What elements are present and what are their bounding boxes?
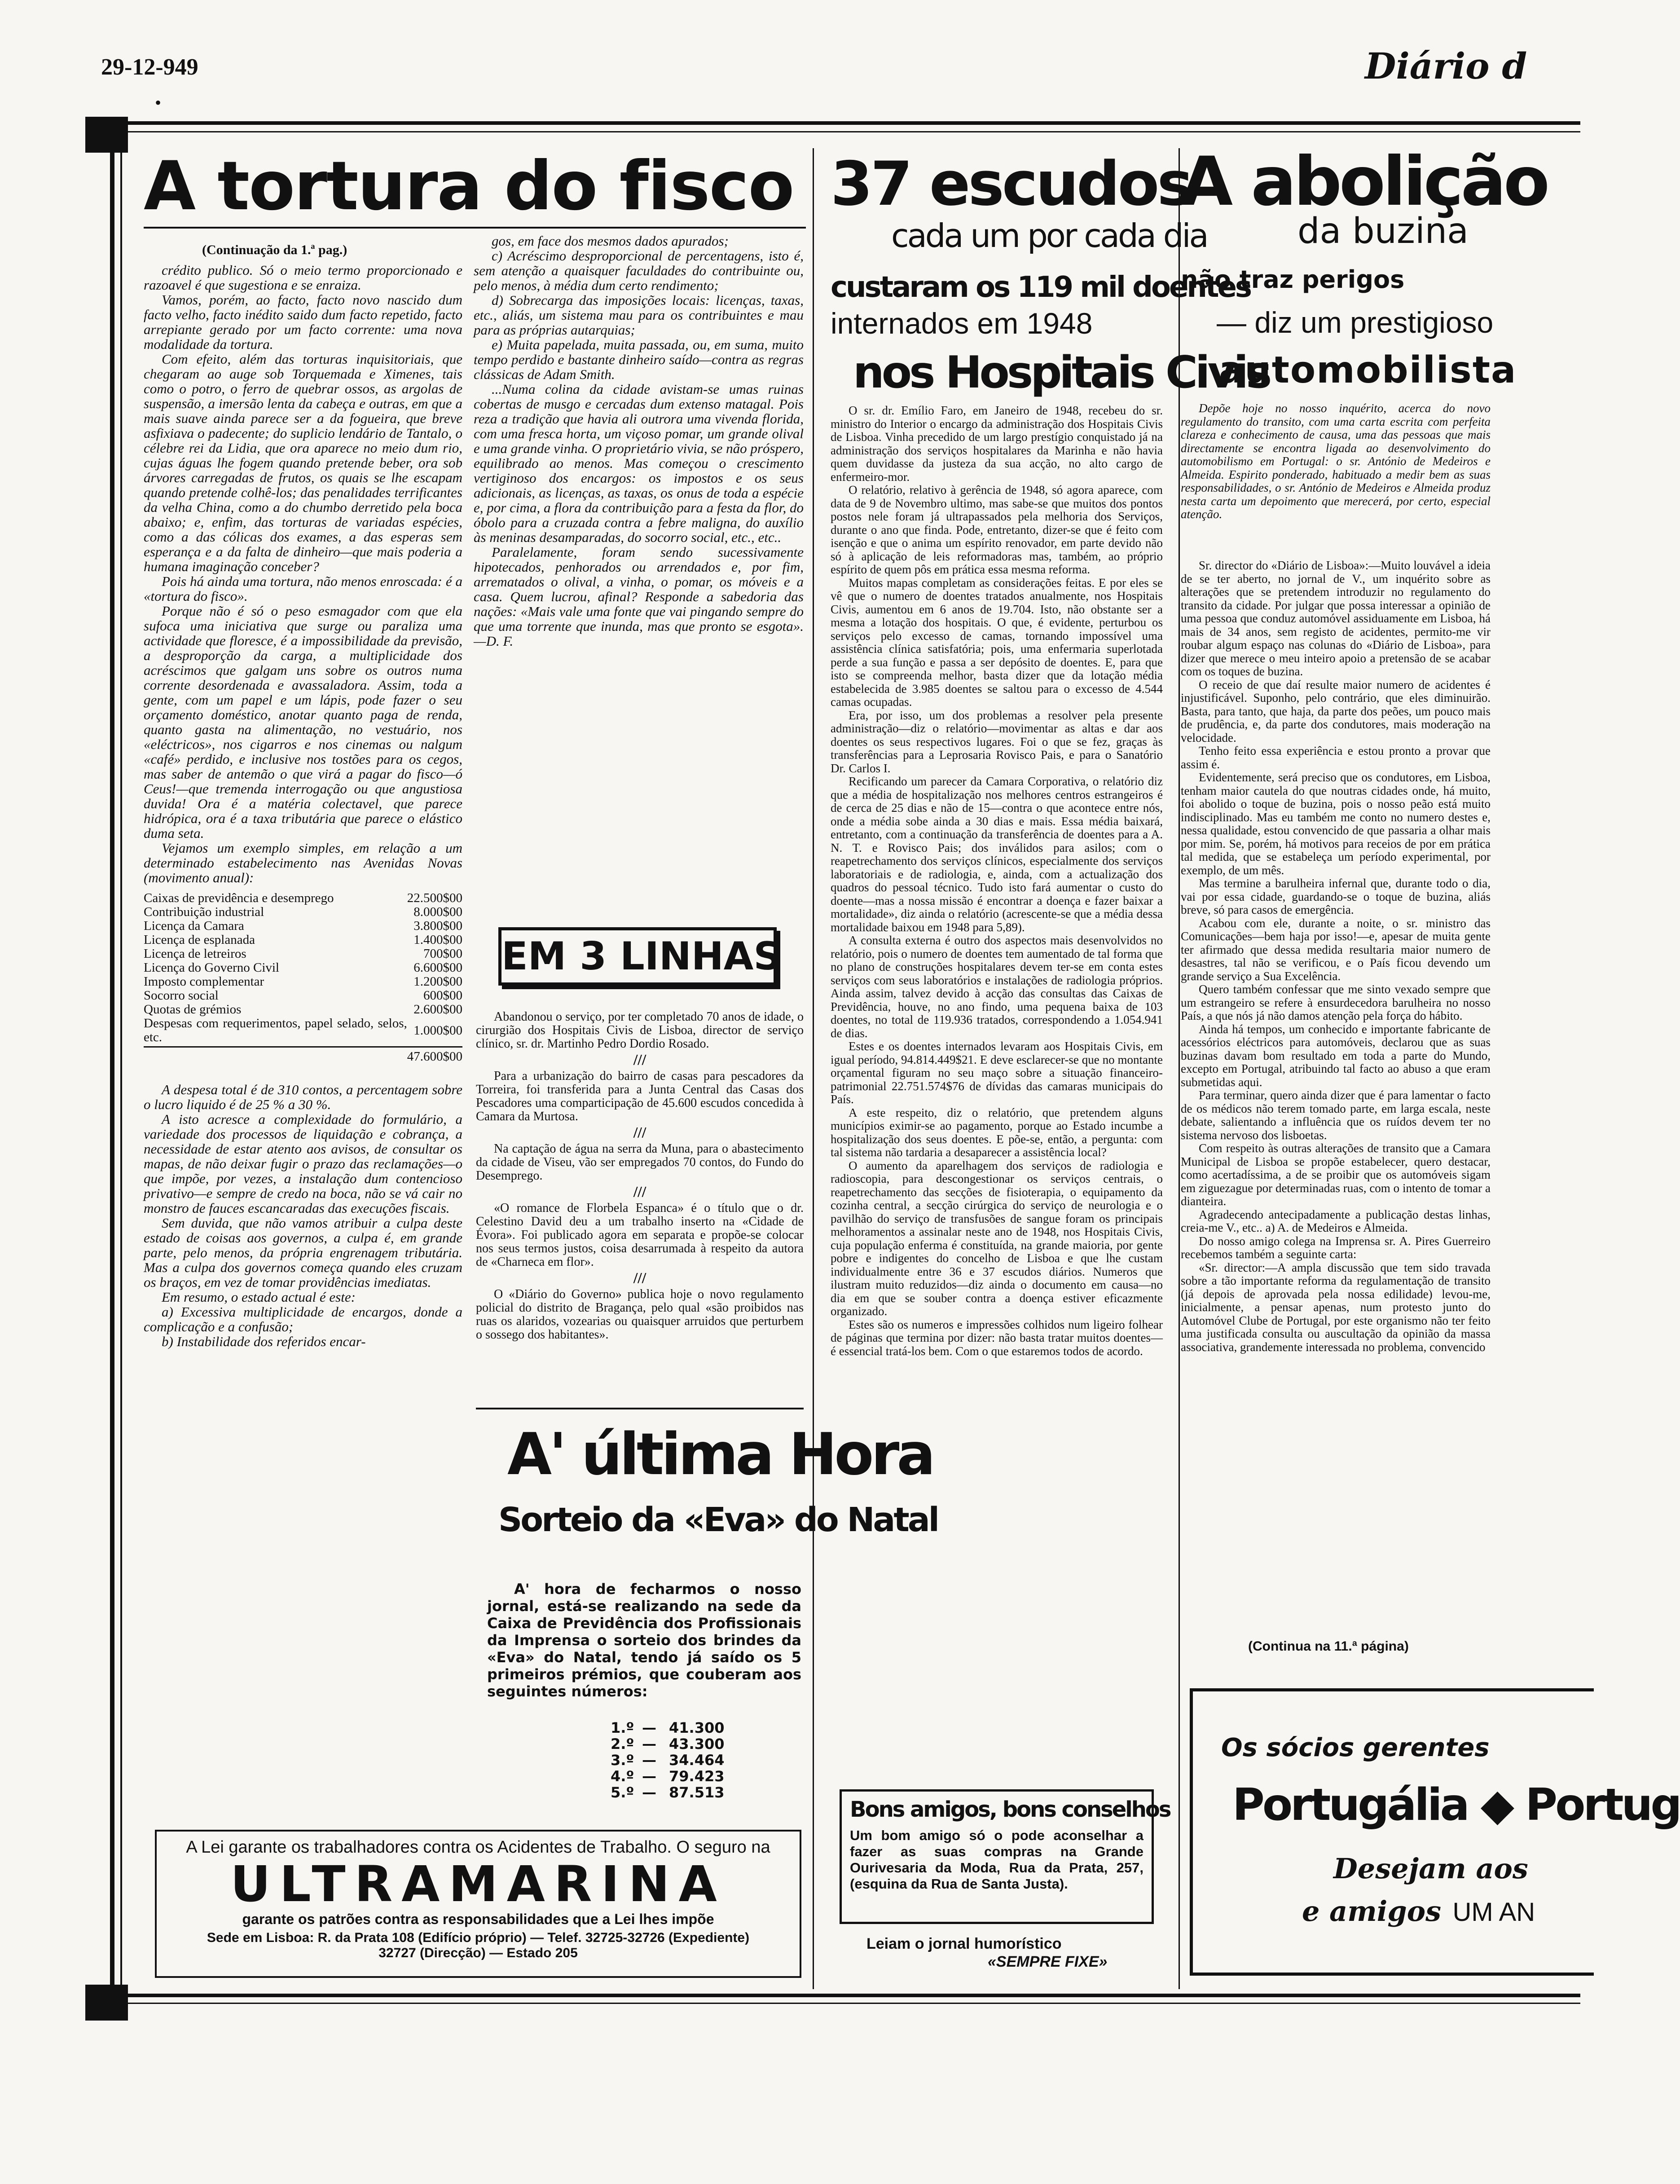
- ultramarina-line2: garante os patrões contra as responsabilidades que a Lei lhes impõe: [242, 1911, 714, 1927]
- prize-number: 34.464: [669, 1752, 725, 1769]
- buzina-paragraph: Mas termine a barulheira infernal que, durante todo o dia, vai por essa cidade, guardando-se o toque de buzina, aliás breve, só para casos de emergência.: [1181, 876, 1491, 916]
- ledger-value: 1.200$00: [413, 974, 462, 989]
- top-left-block: [85, 117, 128, 153]
- ultramarina-brand: ULTRAMARINA: [230, 1855, 726, 1913]
- bottom-rule: [128, 1994, 1580, 1997]
- prize-number: 43.300: [669, 1735, 725, 1752]
- em3linhas-separator: ///: [633, 1052, 646, 1068]
- ledger-row: [144, 961, 462, 975]
- tortura-paragraph: Paralelamente, foram sendo sucessivamente hipotecados, penhorados ou arrendados e, por fim, arrematados o olival, a vinha, o pomar, os móveis e a casa. Quem lucrou, afinal? Responde a sabedoria das nações: «Mais vale uma fonte que vai pingando sempre do que uma torrente que inunda, mas que pronto se esgota».—D. F.: [474, 544, 804, 649]
- prize-position: 3.º: [611, 1752, 634, 1769]
- ledger-value: 1.400$00: [413, 933, 462, 947]
- ultramarina-line3: Sede em Lisboa: R. da Prata 108 (Edifício próprio) — Telef. 32725-32726 (Expediente): [207, 1930, 750, 1945]
- tortura-paragraph: a) Excessiva multiplicidade de encargos, donde a complicação e a confusão;: [144, 1304, 462, 1334]
- socios-line3: [1302, 1895, 1535, 1928]
- prize-number: 41.300: [669, 1719, 725, 1736]
- em3linhas-title: EM 3 LINHAS: [501, 934, 782, 979]
- tortura-paragraph: A isto acresce a complexidade do formulário, a variedade dos processos de liquidação e cobrança, a necessidade de estar atento aos avisos, de consultar os mapas, de não deixar fugir o prazo das reclamações—o que impõe, por vezes, a instalação dum contencioso privativo—e sempre de credo na boca, não se vá cair no monstro de fauces escancaradas das execuções fiscais.: [144, 1111, 462, 1216]
- tortura-paragraph: b) Instabilidade dos referidos encar-: [162, 1334, 366, 1349]
- buzina-paragraph: Sr. director do «Diário de Lisboa»:—Muito louvável a ideia de se ter aberto, no jornal de V., um inquérito sobre as alterações que se pretendem introduzir no regulamento do transito da cidade. Por julgar que possa interessar a opinião de uma pessoa que conduz automóvel assiduamente em Lisboa, há mais de 34 anos, sem registo de acidentes, permito-me vir roubar algum espaço nas colunas do «Diário de Lisboa», para dizer que merece o meu inteiro apoio a pretensão de se acabar com os toques de buzina.: [1181, 559, 1491, 678]
- ledger-value: 700$00: [423, 947, 462, 961]
- tortura-paragraph: crédito publico. Só o meio termo proporcionado e razoavel é que sugestiona e se enraiza.: [144, 262, 462, 293]
- escudos-title-5: nos Hospitais Civis: [853, 347, 1270, 398]
- buzina-title-3: não traz perigos: [1181, 265, 1405, 294]
- ultima-hora-text: A' hora de fecharmos o nosso jornal, está-se realizando na sede da Caixa de Previdência dos Profissionais da Imprensa o sorteio dos brindes da «Eva» do Natal, tendo já saído os 5 primeiros prémios, que couberam aos seguintes números:: [487, 1581, 801, 1700]
- escudos-title-3: custaram os 119 mil doentes: [831, 271, 1250, 304]
- em3linhas-item: O «Diário do Governo» publica hoje o novo regulamento policial do distrito de Bragança, pelo qual «são proibidos nas ruas os alaridos, vozearias ou quaisquer arruidos que perturbem o sossego dos habitantes».: [476, 1287, 804, 1342]
- prize-row: [611, 1736, 754, 1752]
- buzina-paragraph: O receio de que daí resulte maior numero de acidentes é injustificável. Suponho, pelo contrário, que eles diminuirão. Basta, para tanto, que haja, da parte dos peões, um pouco mais de prudência, e, da parte dos condutores, mais moderação na velocidade.: [1181, 678, 1491, 744]
- ledger-row: [144, 891, 462, 905]
- ledger-total: 47.600$00: [144, 1046, 462, 1064]
- tortura-paragraph: Pois há ainda uma tortura, não menos enroscada: é a «tortura do fisco».: [144, 573, 462, 604]
- ledger-row: [144, 919, 462, 933]
- tortura-paragraph: Vejamos um exemplo simples, em relação a um determinado estabelecimento nas Avenidas Novas (movimento anual):: [144, 840, 462, 885]
- left-margin-rule: [110, 153, 114, 1994]
- column-rule: [813, 148, 814, 1989]
- tortura-paragraph: e) Muita papelada, muita passada, ou, em suma, muito tempo perdido e bastante dinheiro saído—contra as regras clássicas de Adam Smith.: [474, 337, 804, 382]
- escudos-paragraph: Recificando um parecer da Camara Corporativa, o relatório diz que a média de hospitalização nos melhores centros estrangeiros é de cerca de 25 dias e não de 15—contra o que acontece entre nós, onde a média sobe ainda a 30 dias e mais. Essa média baixará, entretanto, com a continuação da transferência de doentes para a A. N. T. e Rovisco Pais; dos inválidos para asilos; com o reapetrechamento dos serviços clínicos, especialmente dos serviços laboratoriais e de radiologia, e, ainda, com a actualização dos quadros do pessoal técnico. Tudo isto fará aumentar o custo do doente—mas a nossa missão é encontrar a doença e fazer baixar a mortalidade», diz ainda o relatório (acrescente-se que a média dessa mortalidade baixou em 1948 para 5,89).: [831, 775, 1163, 934]
- ledger-table: [144, 891, 462, 1044]
- tortura-paragraph: A despesa total é de 310 contos, a percentagem sobre o lucro liquido é de 25 % a 30 %.: [144, 1082, 462, 1112]
- buzina-title-4: — diz um prestigioso: [1217, 306, 1494, 339]
- tortura-headline: A tortura do fisco: [144, 147, 794, 225]
- prize-position: 2.º: [611, 1735, 634, 1752]
- socios-brand: Portugália ◆ Portug: [1232, 1779, 1680, 1831]
- ultima-hora-rule: [476, 1408, 804, 1409]
- masthead: Diário d: [1365, 45, 1527, 87]
- socios-box: [1190, 1688, 1594, 1976]
- escudos-title-2: cada um por cada dia: [891, 217, 1207, 255]
- ledger-label: Caixas de previdência e desemprego: [144, 891, 334, 905]
- buzina-body: [1181, 559, 1491, 1641]
- buzina-paragraph: Acabou com ele, durante a noite, o sr. ministro das Comunicações—bem haja por isso!—e, apesar de muita gente ter afirmado que dessa medida resultaria maior numero de desastres, tal não se verificou, e o País ficou devendo um grande serviço a Sua Excelência.: [1181, 916, 1491, 983]
- bons-amigos-box: [840, 1789, 1170, 1924]
- tortura-paragraph: ...Numa colina da cidade avistam-se umas ruinas cobertas de musgo e cercadas dum extenso matagal. Pois reza a tradição que havia ali outrora uma vivenda florida, com uma fresca horta, um viçoso pomar, um grande olival e uma grande vinha. O proprietário vivia, se não próspero, equilibrado ao menos. Mas começou o crescimento vertiginoso dos encargos: os impostos e os seus adicionais, as licenças, as taxas, os onus de toda a espécie e, por cima, a flora da contribuição para a festa da flor, do óbolo para a cruzada contra a febre maligna, do auxílio às meninas desamparadas, do socorro social, etc., etc..: [474, 381, 804, 545]
- ledger-label: Licença do Governo Civil: [144, 960, 279, 975]
- prize-dash: —: [642, 1768, 656, 1785]
- buzina-paragraph: Ainda há tempos, um conhecido e importante fabricante de acessórios eléctricos para automóveis, declarou que as suas buzinas davam bom resultado em toda a parte do Mundo, excepto em Portugal, atribuindo tal facto ao abuso a que eram submetidas aqui.: [1181, 1022, 1491, 1089]
- tortura-paragraph: c) Acréscimo desproporcional de percentagens, isto é, sem atenção a quaisquer faculdades do contribuinte ou, pelo menos, à média dum certo rendimento;: [474, 248, 804, 293]
- top-rule-thin: [128, 131, 1580, 132]
- ultramarina-line4: 32727 (Direcção) — Estado 205: [378, 1946, 578, 1960]
- escudos-paragraph: Muitos mapas completam as considerações feitas. E por eles se vê que o numero de doentes tratados anualmente, nos Hospitais Civis, aumentou em 6 anos de 19.704. Isto, não obstante ser a mesma a lotação dos hospitais. O que, é evidente, perturbou os serviços pelo excesso de camas, tornando impossível uma assistência clínica satisfatória; pois, uma enfermaria superlotada perde a sua função e passa a ser depósito de doentes. E, para que isto se compreenda melhor, basta dizer que da lotação média estabelecida de 3.985 doentes se saltou para o excesso de 4.544 camas ocupadas.: [831, 576, 1163, 709]
- tortura-paragraph: Sem duvida, que não vamos atribuir a culpa deste estado de coisas aos governos, a culpa é, em grande parte, pelo menos, da própria engrenagem tributária. Mas a culpa dos governos começa quando eles cruzam os braços, em vez de tomar providências imediatas.: [144, 1215, 462, 1290]
- tortura-paragraph: Em resumo, o estado actual é este:: [162, 1289, 356, 1305]
- prize-number: 79.423: [669, 1768, 725, 1785]
- tortura-paragraph: Vamos, porém, ao facto, facto novo nascido dum facto velho, facto inédito saido dum facto repetido, facto arrepiante gerado por um facto corrente: uma nova modalidade da tortura.: [144, 292, 462, 352]
- buzina-intro: Depõe hoje no nosso inquérito, acerca do novo regulamento do transito, com uma carta escrita com perfeita clareza e conhecimento de causa, uma das pessoas que mais directamente se encontra ligada ao desenvolvimento do automobilismo em Portugal: o sr. António de Medeiros e Almeida. Espirito ponderado, habituado a medir bem as suas responsabilidades, o sr. António de Medeiros e Almeida produz nesta carta um depoimento que merecerá, por certo, especial atenção.: [1181, 401, 1491, 521]
- prize-dash: —: [642, 1719, 656, 1736]
- buzina-paragraph: Agradecendo antecipadamente a publicação destas linhas, creia-me V., etc.. a) A. de Medeiros e Almeida.: [1181, 1207, 1491, 1234]
- socios-line1: Os sócios gerentes: [1221, 1733, 1490, 1762]
- ledger-row: [144, 1003, 462, 1017]
- escudos-paragraph: A este respeito, diz o relatório, que pretendem alguns municípios eximir-se ao pagamento, porque ao Estado incumbe a hospitalização dos seus doentes. E põe-se, então, a pergunta: com tal sistema não tardaria a desaparecer a assistência local?: [831, 1105, 1163, 1159]
- tortura-continuation: (Continuação da 1.ª pag.): [202, 242, 347, 257]
- ledger-value: 6.600$00: [413, 960, 462, 975]
- prize-dash: —: [642, 1752, 656, 1769]
- prize-row: [611, 1752, 754, 1768]
- em3linhas-separator: ///: [633, 1184, 646, 1200]
- escudos-title-4: internados em 1948: [831, 307, 1093, 340]
- tortura-paragraph: gos, em face dos mesmos dados apurados;: [492, 233, 729, 249]
- ledger-value: 3.800$00: [413, 919, 462, 933]
- buzina-title-2: da buzina: [1297, 211, 1469, 251]
- prize-dash: —: [642, 1784, 656, 1801]
- prize-position: 5.º: [611, 1784, 634, 1801]
- em3linhas-item: «O romance de Florbela Espanca» é o título que o dr. Celestino David deu a um trabalho inserto na «Cidade de Évora». Foi publicado agora em separata e propõe-se colocar nos seus termos justos, coisa desarrumada à respeito da autora de «Charneca em flor».: [476, 1201, 804, 1269]
- ledger-label: Quotas de grémios: [144, 1002, 242, 1017]
- ledger-value: 8.000$00: [413, 905, 462, 919]
- ledger-label: Socorro social: [144, 988, 219, 1003]
- escudos-paragraph: Era, por isso, um dos problemas a resolver pela presente administração—diz o relatório—movimentar as altas e dar aos doentes os seus respectivos lugares. Foi o que se fez, graças às transferências para a Leprosaria Rovisco Pais, e para o Sanatório Dr. Carlos I.: [831, 708, 1163, 775]
- left-margin-rule-thin: [120, 153, 122, 1994]
- socios-line3-caps: UM AN: [1452, 1898, 1535, 1927]
- bottom-left-block: [85, 1985, 128, 2021]
- buzina-paragraph: Quero também confessar que me sinto vexado sempre que um estrangeiro se refere à ensurdecedora barulheira no nosso País, a que nós já não damos atenção pela força do hábito.: [1181, 982, 1491, 1022]
- escudos-paragraph: O sr. dr. Emílio Faro, em Janeiro de 1948, recebeu do sr. ministro do Interior o encargo da administração dos Hospitais Civis de Lisboa. Vinha precedido de um largo prestígio conquistado já na administração dos serviços hospitalares da Marinha e não havia quem duvidasse da justeza da sua acção, no alto cargo de enfermeiro-mor.: [831, 404, 1163, 484]
- prize-position: 4.º: [611, 1768, 634, 1785]
- ultramarina-ad: [155, 1830, 801, 1978]
- ledger-label: Despesas com requerimentos, papel selado, selos, etc.: [144, 1016, 407, 1044]
- socios-line3-italic: e amigos: [1302, 1895, 1441, 1928]
- tortura-column-1: [144, 263, 462, 1807]
- buzina-paragraph: Tenho feito essa experiência e estou pronto a provar que assim é.: [1181, 744, 1491, 771]
- buzina-paragraph: Evidentemente, será preciso que os condutores, em Lisboa, tenham maior cautela do que noutras cidades onde, há muito, foi abolido o toque de buzina, pois o nosso peão está muito indisciplinado. Mas eu também me conto no numero destes e, nessa qualidade, estou convencido de que passaria a olhar mais por mim. Se, porém, há motivos para receios de por em prática tal medida, que se estabeleça um período experimental, por exemplo, de um mês.: [1181, 771, 1491, 877]
- top-rule: [128, 121, 1580, 125]
- tortura-paragraph: d) Sobrecarga das imposições locais: licenças, taxas, etc., aliás, um sistema mau para os contribuintes e mau para as próprias autarquias;: [474, 292, 804, 338]
- buzina-paragraph: «Sr. director:—A ampla discussão que tem sido travada sobre a tão importante reforma da regulamentação de transito (já depois de aprovada pela nossa edilidade) levou-me, inicialmente, a pensar apenas, num protesto junto do Automóvel Clube de Portugal, por este organismo não ter feito uma justificada consulta ou auscultação da opinião da massa associativa, grandemente interessada no problema, convencido: [1181, 1260, 1491, 1354]
- ledger-label: Imposto complementar: [144, 974, 264, 989]
- ultramarina-line1: A Lei garante os trabalhadores contra os Acidentes de Trabalho. O seguro na: [186, 1838, 770, 1857]
- ledger-value: 1.000$00: [413, 1023, 462, 1038]
- em3linhas-item: Na captação de água na serra da Muna, para o abastecimento da cidade de Viseu, vão ser empregados 70 contos, do Fundo do Desemprego.: [476, 1142, 804, 1183]
- socios-line2: Desejam aos: [1333, 1852, 1528, 1885]
- ledger-row: [144, 905, 462, 919]
- ledger-label: Licença de letreiros: [144, 947, 246, 961]
- escudos-body: [831, 404, 1163, 1643]
- ledger-label: Licença da Camara: [144, 919, 244, 933]
- prize-row: [611, 1784, 754, 1801]
- tortura-column-2: [474, 233, 804, 898]
- bons-amigos-title: Bons amigos, bons conselhos: [850, 1797, 1170, 1822]
- ledger-row: [144, 989, 462, 1003]
- ledger-value: 22.500$00: [407, 891, 462, 905]
- escudos-title-1: 37 escudos: [831, 149, 1191, 219]
- ledger-value: 2.600$00: [413, 1002, 462, 1017]
- tortura-paragraph: Com efeito, além das torturas inquisitoriais, que chegaram ao auge sob Torquemada e Ximenes, tais como o potro, o ferro de quebrar ossos, as argolas de suspensão, a imersão lenta da cabeça e outras, em que a mais suave ainda parece ser a da fogueira, que breve asfixiava o padecente; do suplicio lendário de Tantalo, o célebre rei da Lidia, que ora aparece no meio dum rio, cujas águas lhe fogem quando pretende beber, ora sob árvores carregadas de frutos, os quais se lhe escapam quando pretende colhê-los; das penalidades terrificantes da velha China, como a do chumbo derretido pela boca abaixo; e, enfim, das torturas de variadas espécies, como a das cólicas dos exames, a das esperas sem esperança e a da falta de dinheiro—que mais poderia a humana imaginação conceber?: [144, 351, 462, 574]
- sempre-fixe-line2: «SEMPRE FIXE»: [988, 1953, 1108, 1970]
- em3linhas-item: Abandonou o serviço, por ter completado 70 anos de idade, o cirurgião dos Hospitais Civis de Lisboa, director de serviço clínico, sr. dr. Martinho Pedro Dordio Rosado.: [476, 1010, 804, 1051]
- bottom-rule-thin: [128, 2003, 1580, 2004]
- em3linhas-items: [476, 1010, 804, 1459]
- column-rule: [1179, 148, 1180, 1989]
- prize-row: [611, 1768, 754, 1784]
- em3linhas-item: Para a urbanização do bairro de casas para pescadores da Torreira, foi transferida para a Junta Central das Casas dos Pescadores uma comparticipação de 45.600 escudos concedida à Camara da Murtosa.: [476, 1069, 804, 1123]
- buzina-paragraph: Para terminar, quero ainda dizer que é para lamentar o facto de os médicos não terem tomado parte, em larga escala, neste debate, salientando a influência que os ruídos devem ter no sistema nervoso dos lisboetas.: [1181, 1088, 1491, 1142]
- em3linhas-separator: ///: [633, 1270, 646, 1286]
- prize-position: 1.º: [611, 1719, 634, 1736]
- ledger-row: [144, 975, 462, 989]
- buzina-paragraph: Com respeito às outras alterações de transito que a Camara Municipal de Lisboa se propõe estabelecer, quero destacar, como acertadíssima, a de se proibir que os automóveis sigam em ziguezague por determinadas ruas, com o intento de tomar a dianteira.: [1181, 1141, 1491, 1208]
- ultima-hora-subtitle: Sorteio da «Eva» do Natal: [498, 1501, 938, 1539]
- bons-amigos-text: Um bom amigo só o pode aconselhar a fazer as suas compras na Grande Ourivesaria da Moda, Rua da Prata, 257, (esquina da Rua de Santa Justa).: [850, 1827, 1143, 1892]
- ledger-label: Contribuição industrial: [144, 905, 264, 919]
- header-ornament: •: [155, 92, 162, 113]
- ledger-row: [144, 1017, 462, 1044]
- buzina-title-1: A abolição: [1181, 143, 1547, 221]
- ledger-row: [144, 947, 462, 961]
- em3linhas-separator: ///: [633, 1124, 646, 1141]
- tortura-headline-underline: [144, 227, 806, 229]
- buzina-paragraph: Do nosso amigo colega na Imprensa sr. A. Pires Guerreiro recebemos também a seguinte carta:: [1181, 1234, 1491, 1261]
- ledger-value: 600$00: [423, 988, 462, 1003]
- escudos-paragraph: O relatório, relativo à gerência de 1948, só agora aparece, com data de 9 de Novembro ultimo, mas sabe-se que muitos dos pontos postos nele foram já ultrapassados pela melhoria dos Serviços, durante o ano que finda. Pode, entretanto, dizer-se que é feito com isenção e que o anima um espírito renovador, em parte devido não só à aplicação de leis reformadoras mas, também, ao próprio espírito de quem pôs em prática essa mesma reforma.: [831, 483, 1163, 576]
- prize-number: 87.513: [669, 1784, 725, 1801]
- escudos-paragraph: O aumento da aparelhagem dos serviços de radiologia e radioscopia, para descongestionar os serviços centrais, o reapetrechamento das secções de fisioterapia, o equipamento da cozinha central, a secção cirúrgica do serviço de neurologia e o pavilhão do serviço de transfusões de sangue foram os principais melhoramentos a assinalar neste ano de 1948, nos Hospitais Civis, cuja população enferma é constituída, na grande maioria, por gente pobre e indigentes do concelho de Lisboa e que lhe custam individualmente entre 36 e 37 escudos diários. Numeros que ilustram muito reduzidos—diz ainda o documento em causa—no dia em que se souber contra a doença estiver eficazmente organizado.: [831, 1158, 1163, 1318]
- page-date: 29-12-949: [101, 54, 198, 80]
- buzina-continua: (Continua na 11.ª página): [1248, 1639, 1409, 1654]
- escudos-paragraph: Estes são os numeros e impressões colhidos num ligeiro folhear de páginas que termina por dizer: não basta tratar muitos doentes—é essencial tratá-los bem. Com o que estaremos todos de acordo.: [831, 1317, 1163, 1358]
- sempre-fixe-line1: Leiam o jornal humorístico: [866, 1935, 1062, 1952]
- ledger-row: [144, 933, 462, 947]
- ledger-label: Licença de esplanada: [144, 933, 255, 947]
- em3linhas-title-box: [498, 927, 782, 986]
- ultima-hora-numbers: [611, 1720, 754, 1801]
- escudos-paragraph: A consulta externa é outro dos aspectos mais desenvolvidos no relatório, pois o numero de doentes tem aumentado de tal forma que no plano de construções hospitalares devem ter-se em conta estes serviços com seus laboratórios e instalações de radiologia próprios. Ainda assim, talvez devido à acção das consultas das Caixas de Previdência, houve, no ano findo, uma pequena baixa de 103 doentes, no total de 119.936 tratados, correspondendo a 1.054.941 de dias.: [831, 933, 1163, 1040]
- tortura-paragraph: Porque não é só o peso esmagador com que ela sufoca uma iniciativa que surge ou paraliza uma actividade que floresce, é a impossibilidade da previsão, a desproporção da carga, a multiplicidade dos acréscimos que galgam uns sobre os outros numa corrente desordenada e avassaladora. Assim, toda a gente, com um papel e um lápis, pode fazer o seu orçamento doméstico, anotar quanto paga de renda, quanto gasta na alimentação, no vestuário, nos «eléctricos», nos cigarros e nos cinemas ou nalgum «café» perdido, e inclusive nos tostões para os cegos, mas saber de antemão o que virá a pagar do fisco—ó Ceus!—que tremenda interrogação ou que angustiosa duvida! Ora é a matéria colectavel, que parece hidrópica, ora é a taxa tributária que parece o elástico duma seta.: [144, 603, 462, 841]
- buzina-title-5: automobilista: [1219, 349, 1517, 392]
- prize-row: [611, 1720, 754, 1736]
- ultima-hora-title: A' última Hora: [507, 1421, 933, 1488]
- escudos-paragraph: Estes e os doentes internados levaram aos Hospitais Civis, em igual período, 94.814.449$21. E deve esclarecer-se que no montante orçamental figuram no seu maço sobre a situação financeiro-patrimonial 22.751.574$76 de dívidas das camaras municipais do País.: [831, 1039, 1163, 1106]
- prize-dash: —: [642, 1735, 656, 1752]
